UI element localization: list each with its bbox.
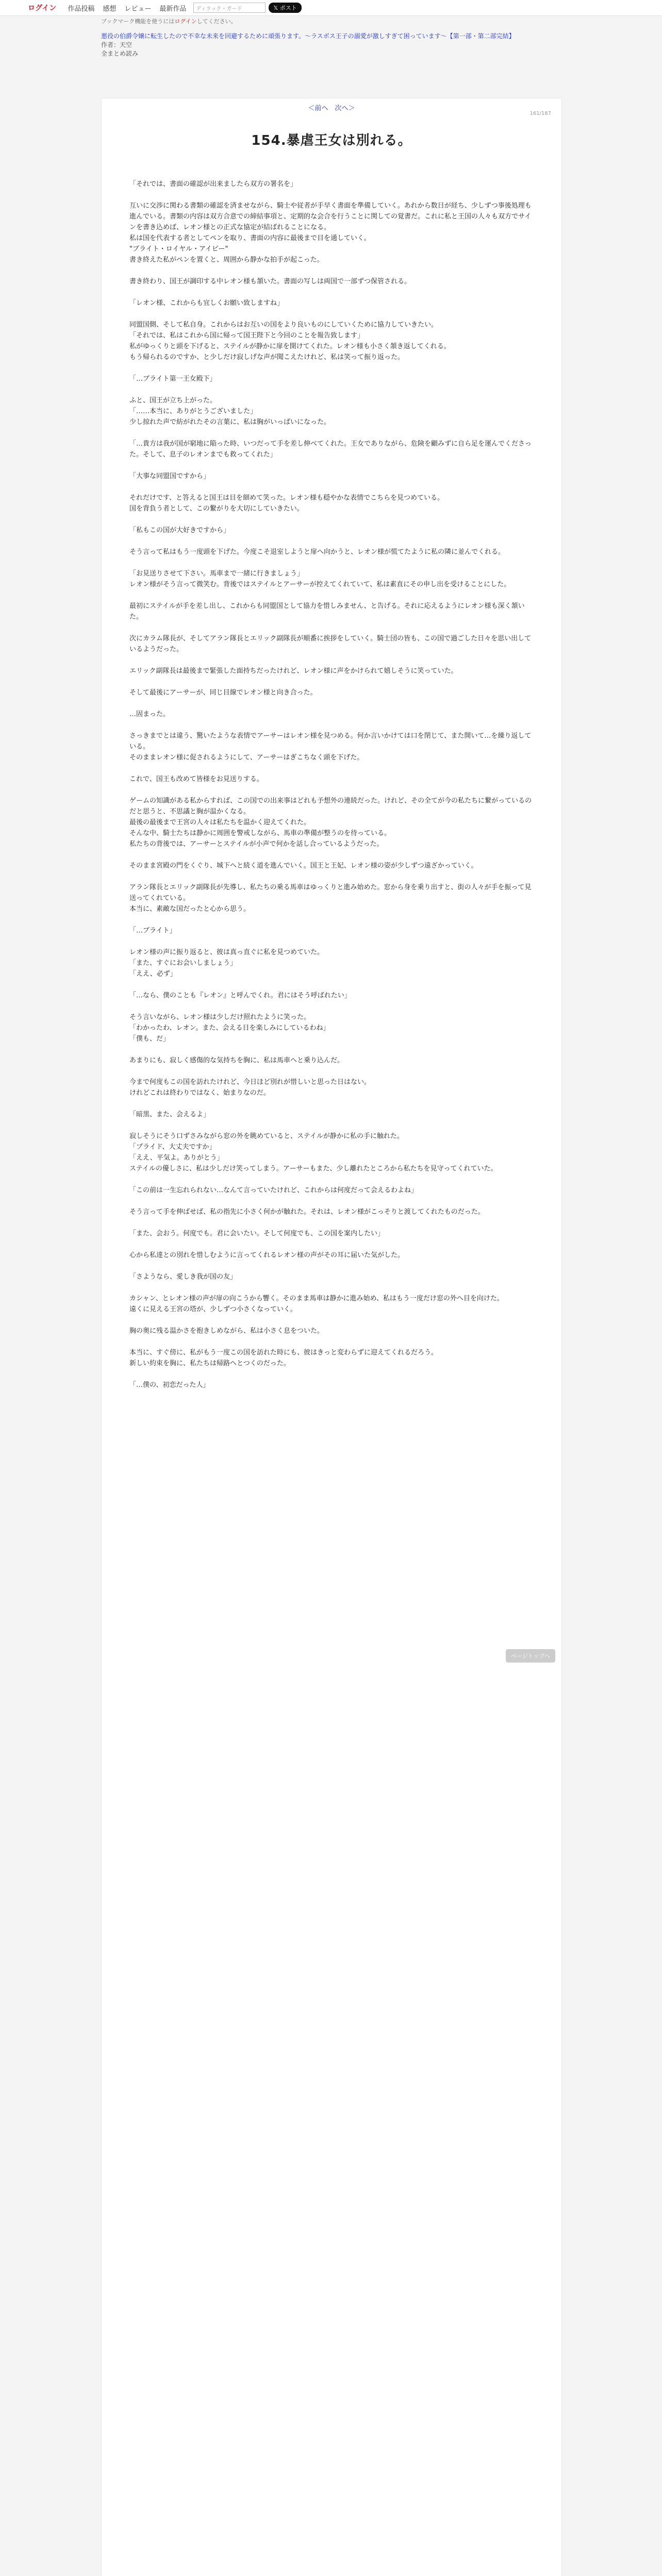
- chapter-paragraph: エリック副隊長は最後まで緊張した面持ちだったけれど、レオン様に声をかけられて嬉しそうに笑っていた。: [129, 667, 458, 675]
- chapter-paragraph: 「お見送りさせて下さい。馬車まで一緒に行きましょう」 レオン様がそう言って微笑む。背後ではステイルとアーサーが控えてくれていて、私は素直にその申し出を受けることにした。: [129, 570, 511, 588]
- chapter-paragraph: 「それでは、書面の確認が出来ましたら双方の署名を」: [129, 180, 297, 188]
- chapter-number: 161/187: [529, 111, 551, 116]
- chapter-paragraph: 「私もこの国が大好きですから」: [129, 527, 230, 534]
- chapter-paragraph: 「…貴方は我が国が窮地に陥った時、いつだって手を差し伸べてくれた。王女でありながら、危険を顧みずに自ら足を運んでくださった。そして、息子のレオンまでも救ってくれた」: [129, 440, 532, 459]
- page-top-button[interactable]: ページトップへ: [506, 1649, 555, 1663]
- chapter-paragraph: 「…僕の、初恋だった人」: [129, 1381, 210, 1389]
- chapter-paragraph: 「また、会おう。何度でも。君に会いたい。そして何度でも、この国を案内したい」: [129, 1230, 385, 1238]
- chapter-paragraph: 心から私達との別れを惜しむように言ってくれるレオン様の声がその耳に届いた気がした。: [129, 1251, 405, 1259]
- chapter-card: [101, 98, 562, 2576]
- chapter-pager[interactable]: ＜前へ 次へ＞: [308, 105, 355, 112]
- chapter-paragraph: それだけです、と答えると国王は目を細めて笑った。レオン様も穏やかな表情でこちらを見つめている。 国を背負う者として、この繋がりを大切にしていきたい。: [129, 494, 444, 513]
- chapter-paragraph: 「…ブライト」: [129, 927, 176, 935]
- chapter-paragraph: レオン様の声に振り返ると、彼は真っ直ぐに私を見つめていた。 「また、すぐにお会いしましょう」 「ええ、必ず」: [129, 948, 324, 978]
- bookmark-notice: ブックマーク機能を使うにはログインしてください。: [101, 18, 237, 25]
- chapter-paragraph: 寂しそうにそう口ずさみながら窓の外を眺めていると、ステイルが静かに私の手に触れた。 「プライド、大丈夫ですか」 「ええ、平気よ。ありがとう」 ステイルの優しさに、私は少しだけ笑ってしまう。アーサーもまた、少し離れたところから私たちを見守ってくれていた。: [129, 1132, 498, 1173]
- series-title-link[interactable]: 悪役の伯爵令嬢に転生したので不幸な未来を回避するために頑張ります。〜ラスボス王子の溺愛が激しすぎて困っています〜【第一部・第二部完結】: [101, 32, 515, 40]
- chapter-body: [129, 179, 534, 1391]
- top-nav: [68, 3, 186, 13]
- login-notice-link[interactable]: ログイン: [174, 18, 197, 25]
- chapter-paragraph: あまりにも、寂しく感傷的な気持ちを胸に、私は馬車へと乗り込んだ。: [129, 1057, 344, 1064]
- top-bar: [0, 0, 662, 16]
- login-link[interactable]: ログイン: [28, 4, 57, 12]
- chapter-paragraph: そう言って私はもう一度頭を下げた。今度こそ退室しようと扉へ向かうと、レオン様が慌てたように私の隣に並んでくれる。: [129, 548, 505, 556]
- chapter-paragraph: 「…なら、僕のことも『レオン』と呼んでくれ。君にはそう呼ばれたい」: [129, 992, 351, 999]
- chapter-paragraph: 次にカラム隊長が、そしてアラン隊長とエリック副隊長が順番に挨拶をしていく。騎士団の皆も、この国で過ごした日々を思い出しているようだった。: [129, 635, 532, 653]
- chapter-paragraph: 「大事な同盟国ですから」: [129, 472, 210, 480]
- chapter-paragraph: 本当に、すぐ傍に、私がもう一度この国を訪れた時にも、彼はきっと変わらずに迎えてくれるだろう。 新しい約束を胸に、私たちは帰路へとつくのだった。: [129, 1349, 438, 1367]
- nav-item-post[interactable]: 作品投稿: [68, 5, 95, 13]
- author-line: 作者：天空: [101, 41, 133, 48]
- nav-item-reviews[interactable]: 感想: [103, 5, 117, 13]
- chapter-paragraph: 「さようなら、愛しき我が国の友」: [129, 1273, 237, 1281]
- nav-item-latest[interactable]: 最新作品: [159, 5, 187, 13]
- chapter-paragraph: ふと、国王が立ち上がった。 「……本当に、ありがとうございました」 少し掠れた声で紡がれたその言葉に、私は胸がいっぱいになった。: [129, 397, 331, 426]
- chapter-paragraph: 互いに交渉に関わる書類の確認を済ませながら、騎士や従者が手早く書面を準備していく。あれから数日が経ち、少しずつ事後処理も進んでいる。書類の内容は双方合意での締結事項と、定期的な会合を行うことに関しての覚書だ。これに私と王国の人々も双方でサインを書き込めば、レオン様との正式な協定が結ばれることになる。 私は国を代表する者としてペンを取り、書面の内容に最後まで目を通していく。 "ブライト・ロイヤル・アイビー" 書き終えた私がペンを置くと、周囲から静かな拍手が起こった。: [129, 202, 532, 264]
- x-share-button[interactable]: 𝕏 ポスト: [269, 3, 301, 13]
- chapter-paragraph: 書き終わり、国王が調印する中レオン様も頷いた。書面の写しは両国で一部ずつ保管される。: [129, 278, 411, 285]
- chapter-paragraph: 「この前は一生忘れられない…なんて言っていたけれど、これからは何度だって会えるわよね」: [129, 1187, 418, 1194]
- chapter-paragraph: そのまま宮殿の門をくぐり、城下へと続く道を進んでいく。国王と王妃、レオン様の姿が少しずつ遠ざかっていく。: [129, 862, 478, 870]
- chapter-paragraph: …固まった。: [129, 710, 170, 718]
- chapter-paragraph: 「…ブライト第一王女殿下」: [129, 375, 217, 383]
- chapter-paragraph: ゲームの知識がある私からすれば、この国での出来事はどれも予想外の連続だった。けれど、その全てが今の私たちに繋がっているのだと思うと、不思議と胸が温かくなる。 最後の最後まで王宮の人々は私たちを温かく迎えてくれた。 そんな中、騎士たちは静かに周囲を警戒しながら、馬車の準備が整うのを待っている。 私たちの背後では、アーサーとステイルが小声で何かを話し合っているようだった。: [129, 797, 532, 848]
- chapter-paragraph: 最初にステイルが手を差し出し、これからも同盟国として協力を惜しみません、と告げる。それに応えるようにレオン様も深く頷いた。: [129, 602, 525, 621]
- chapter-paragraph: さっきまでとは違う、驚いたような表情でアーサーはレオン様を見つめる。何か言いかけては口を閉じて、また開いて…を繰り返している。 そのままレオン様に促されるようにして、アーサーはぎこちなく頭を下げた。: [129, 732, 532, 761]
- search-input[interactable]: ディラック・ガード: [193, 3, 266, 13]
- chapter-title: 154.暴虐王女は別れる。: [251, 133, 412, 148]
- novel-header: [101, 18, 565, 58]
- nav-item-review[interactable]: レビュー: [124, 5, 152, 13]
- chapter-paragraph: そう言いながら、レオン様は少しだけ照れたように笑った。 「わかったわ、レオン。また、会える日を楽しみにしているわね」 「僕も、だ」: [129, 1013, 330, 1043]
- read-all-link[interactable]: 全まとめ読み: [101, 50, 139, 57]
- chapter-paragraph: 今まで何度もこの国を訪れたけれど、今日ほど別れが惜しいと思った日はない。 けれどこれは終わりではなく、始まりなのだ。: [129, 1078, 371, 1097]
- chapter-paragraph: 同盟国側、そして私自身。これからはお互いの国をより良いものにしていくために協力していきたい。 「それでは、私はこれから国に帰って国王陛下と今回のことを報告致します」 私がゆっくりと頭を下げると、ステイルが静かに扉を開けてくれた。レオン様も小さく頷き返してくれる。 もう帰られるのですか、と少しだけ寂しげな声が聞こえたけれど、私は笑って振り返った。: [129, 321, 451, 361]
- chapter-paragraph: そう言って手を伸ばせば、私の指先に小さく何かが触れた。それは、レオン様がこっそりと渡してくれたものだった。: [129, 1208, 485, 1216]
- chapter-paragraph: そして最後にアーサーが、同じ目線でレオン様と向き合った。: [129, 689, 317, 697]
- chapter-paragraph: アラン隊長とエリック副隊長が先導し、私たちの乗る馬車はゆっくりと進み始めた。窓から身を乗り出すと、街の人々が手を振って見送ってくれている。 本当に、素敵な国だったと心から思う。: [129, 884, 532, 913]
- chapter-paragraph: これで、国王も改めて皆様をお見送りする。: [129, 775, 263, 783]
- chapter-paragraph: 「レオン様、これからも宜しくお願い致しますね」: [129, 299, 284, 307]
- chapter-paragraph: 胸の奥に残る温かさを抱きしめながら、私は小さく息をついた。: [129, 1327, 324, 1335]
- chapter-paragraph: 「暗黒、また、会えるよ」: [129, 1111, 210, 1118]
- chapter-paragraph: カシャン、とレオン様の声が扉の向こうから響く。そのまま馬車は静かに進み始め、私はもう一度だけ窓の外へ目を向けた。 遠くに見える王宮の塔が、少しずつ小さくなっていく。: [129, 1295, 504, 1313]
